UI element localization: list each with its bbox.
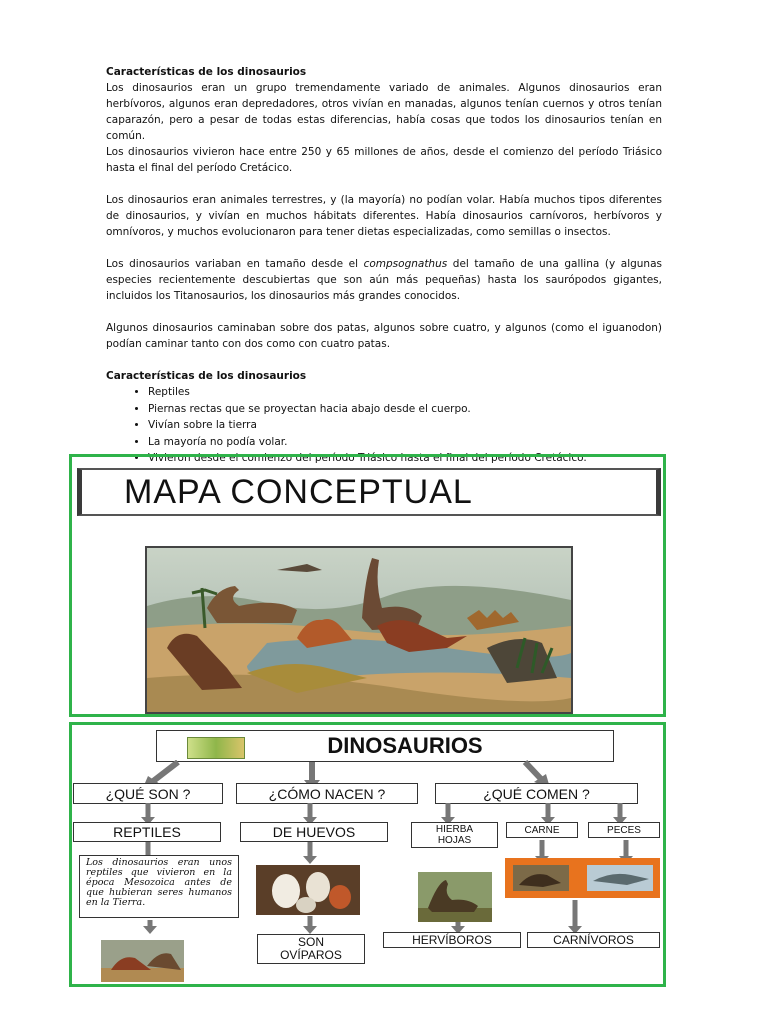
list-item: • Piernas rectas que se proyectan hacia abajo desde el cuerpo. [148,401,662,418]
paragraph-2: Los dinosaurios vivieron hace entre 250 y 65 millones de años, desde el comienzo del período Triásico hasta el final del período Cretácico. [106,146,662,174]
dinosaur-landscape-image [145,546,573,714]
food-hierba-label: HIERBA [435,824,474,835]
list-item: • Reptiles [148,384,662,401]
oviparos-line-2: OVÍPAROS [280,948,342,962]
list-item: • Vivieron desde el comienzo del período Triásico hasta el final del período Cretácico. [148,450,662,467]
dinosaurios-box [156,730,614,762]
category-herviboros: HERVÍBOROS [383,932,521,948]
food-hojas-label: HOJAS [437,835,472,846]
food-peces: PECES [588,822,660,838]
paragraph-4-b: del tamaño de una gallina (y algunas especies recientemente descubiertas que son aún más pequeñas) hasta los saurópodos gigantes, incluidos los Titanosaurios, los dinosaurios más grandes conocidos. [106,258,662,302]
question-que-comen: ¿QUÉ COMEN ? [435,783,638,804]
paragraph-3: Los dinosaurios eran animales terrestres, y (la mayoría) no podían volar. Había muchos tipos diferentes de dinosaurios, y vivían en muchos hábitats diferentes. Había dinosaurios carnívoros, herbívoros y omnívoros, y muchos evolucionaron para tener dietas especializadas, como semillas o insectos. [106,194,662,238]
reptile-scene-photo [101,940,184,982]
oviparos-line-1: SON [297,935,324,949]
category-carnivoros: CARNÍVOROS [527,932,660,948]
paragraph-4-italic: compsognathus [363,258,448,270]
document-text [106,64,662,467]
food-carne: CARNE [506,822,578,838]
paragraph-1: Los dinosaurios eran un grupo tremendamente variado de animales. Algunos dinosaurios eran herbívoros, algunos eran depredadores, otros vivían en manadas, algunos tenían cuernos y otros tenían caparazón, pero a pesar de todas estas diferencias, había cosas que todos los dinosaurios tenían en común. [106,82,662,142]
list-item: • Vivían sobre la tierra [148,417,662,434]
paragraph-5: Algunos dinosaurios caminaban sobre dos patas, algunos sobre cuatro, y algunos (como el iguanodon) podían caminar tanto con dos como con cuatro patas. [106,322,662,350]
question-como-nacen: ¿CÓMO NACEN ? [236,783,418,804]
concept-map-title [77,468,661,516]
dinosaur-thumbnail-icon [187,737,245,759]
fish-eater-photo [587,865,653,891]
answer-reptiles: REPTILES [73,822,221,842]
paragraph-4 [106,256,662,304]
carnivore-photos-frame [505,858,660,898]
question-que-son: ¿QUÉ SON ? [73,783,223,804]
heading-characteristics-list: Características de los dinosaurios [106,370,307,382]
list-item: • La mayoría no podía volar. [148,434,662,451]
carnivore-photo [513,865,569,891]
handwritten-definition: Los dinosaurios eran unos reptiles que vivieron en la época Mesozoica antes de que hubieran seres humanos en la Tierra. [79,855,239,918]
concept-map-title-text: MAPA CONCEPTUAL [124,472,473,511]
answer-son-oviparos [257,934,365,964]
lower-arrows [70,898,660,934]
dinosaurios-label: DINOSAURIOS [327,733,483,758]
heading-characteristics: Características de los dinosaurios [106,66,307,78]
answer-de-huevos: DE HUEVOS [240,822,388,842]
paragraph-4-a: Los dinosaurios variaban en tamaño desde el [106,258,364,270]
